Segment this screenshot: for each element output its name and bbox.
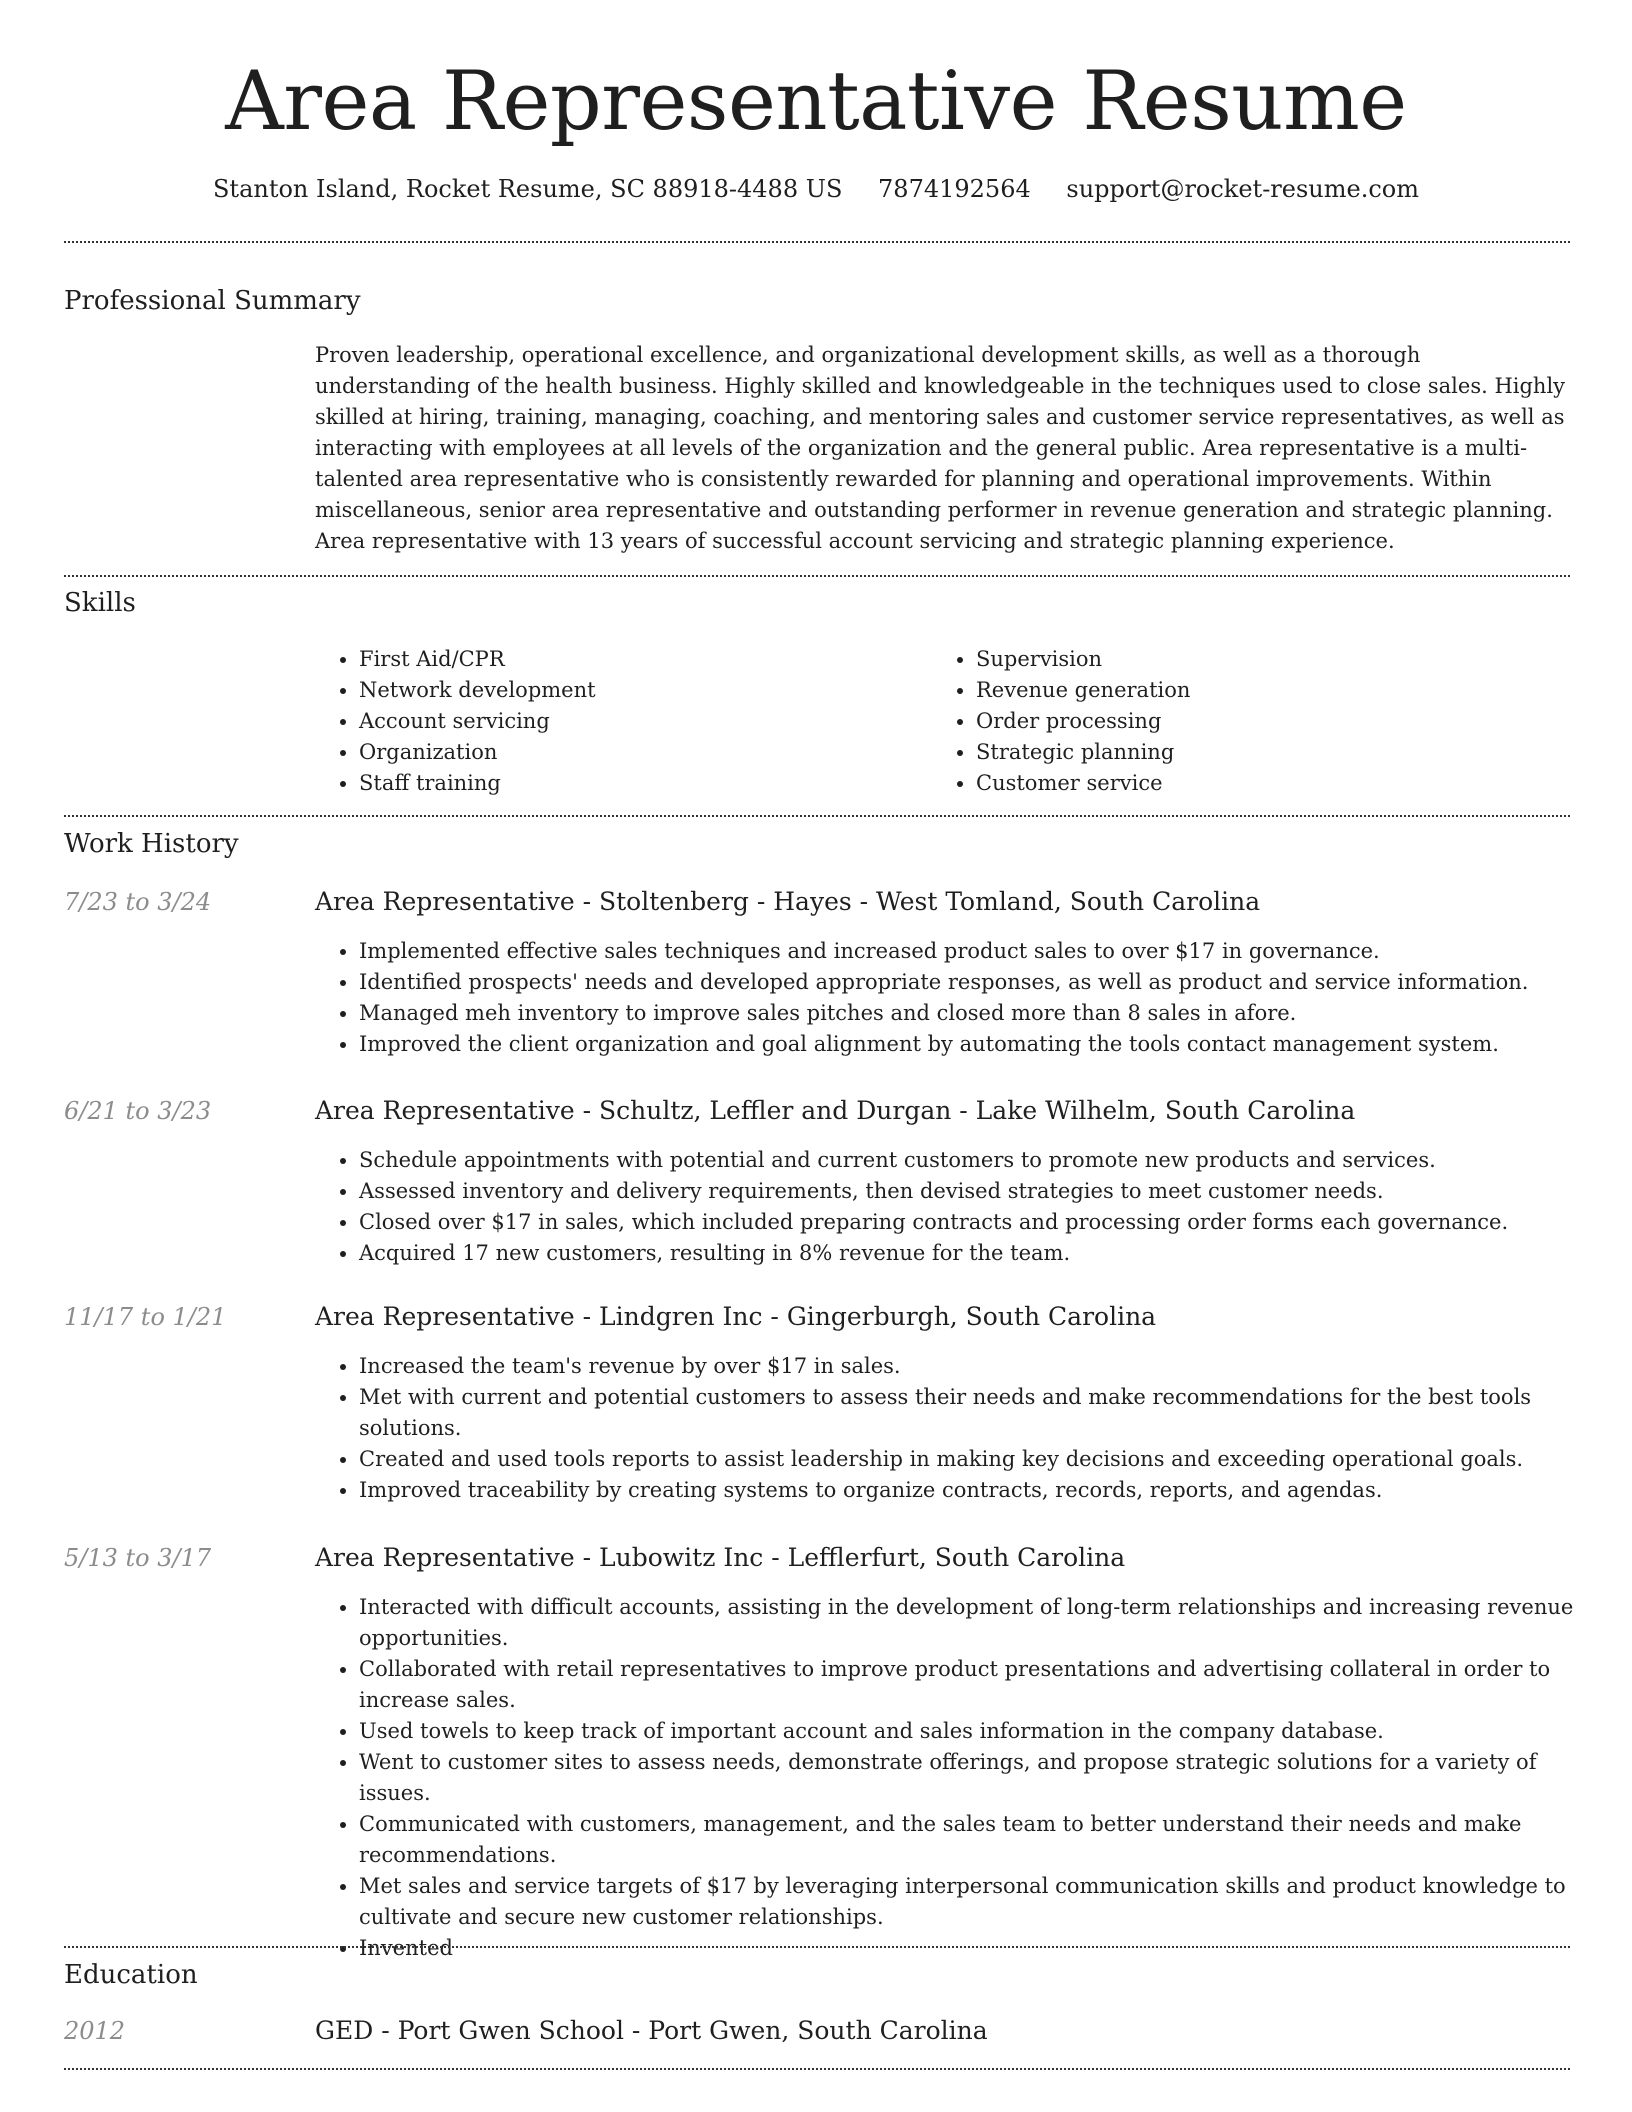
job-bullet: • Implemented effective sales techniques and increased product sales to over $17 in governance.	[359, 936, 1614, 967]
skill-item: • Account servicing	[359, 706, 919, 737]
skill-item: • Staff training	[359, 768, 919, 799]
job-bullet: • Interacted with difficult accounts, assisting in the development of long-term relationships and increasing revenue opportunities.	[359, 1592, 1614, 1654]
job-bullets	[315, 936, 1614, 1060]
job-bullets	[315, 1592, 1614, 1964]
job-bullet: • Invented	[359, 1933, 1614, 1964]
job-dates: 6/21 to 3/23	[64, 1097, 212, 1125]
divider	[64, 1946, 1570, 1948]
skills-list-left	[315, 644, 919, 799]
job-bullet: • Identified prospects' needs and developed appropriate responses, as well as product and service information.	[359, 967, 1614, 998]
education-title: GED - Port Gwen School - Port Gwen, South Carolina	[315, 2016, 988, 2045]
contact-line	[0, 171, 1632, 207]
section-title-skills: Skills	[64, 588, 136, 618]
job-dates: 7/23 to 3/24	[64, 888, 212, 916]
section-title-summary: Professional Summary	[64, 286, 361, 316]
divider	[64, 2068, 1570, 2070]
job-bullets	[315, 1145, 1614, 1269]
job-bullet: • Communicated with customers, management, and the sales team to better understand their needs and make recommendations.	[359, 1809, 1614, 1871]
skill-item: • Revenue generation	[976, 675, 1536, 706]
job-bullet: • Met sales and service targets of $17 by leveraging interpersonal communication skills and product knowledge to cultivate and secure new customer relationships.	[359, 1871, 1614, 1933]
job-title: Area Representative - Schultz, Leffler and Durgan - Lake Wilhelm, South Carolina	[315, 1096, 1356, 1125]
job-bullet: • Met with current and potential customers to assess their needs and make recommendations for the best tools solutions.	[359, 1382, 1614, 1444]
job-bullets	[315, 1351, 1614, 1506]
job-dates: 11/17 to 1/21	[64, 1303, 227, 1331]
resume-title: Area Representative Resume	[225, 55, 1407, 149]
job-bullet: • Closed over $17 in sales, which included preparing contracts and processing order forms each governance.	[359, 1207, 1614, 1238]
skill-item: • Customer service	[976, 768, 1536, 799]
skill-item: • Organization	[359, 737, 919, 768]
divider	[64, 815, 1570, 817]
job-bullet: • Schedule appointments with potential and current customers to promote new products and services.	[359, 1145, 1614, 1176]
contact-email: support@rocket-resume.com	[1066, 175, 1419, 203]
job-bullet: • Improved the client organization and goal alignment by automating the tools contact management system.	[359, 1029, 1614, 1060]
skill-item: • First Aid/CPR	[359, 644, 919, 675]
skill-item: • Order processing	[976, 706, 1536, 737]
job-title: Area Representative - Lubowitz Inc - Lefflerfurt, South Carolina	[315, 1543, 1126, 1572]
job-bullet: • Increased the team's revenue by over $17 in sales.	[359, 1351, 1614, 1382]
job-title: Area Representative - Lindgren Inc - Gingerburgh, South Carolina	[315, 1302, 1157, 1331]
job-title: Area Representative - Stoltenberg - Hayes - West Tomland, South Carolina	[315, 887, 1261, 916]
job-bullet: • Collaborated with retail representatives to improve product presentations and advertising collateral in order to increase sales.	[359, 1654, 1614, 1716]
skill-item: • Strategic planning	[976, 737, 1536, 768]
job-bullet: • Acquired 17 new customers, resulting in 8% revenue for the team.	[359, 1238, 1614, 1269]
section-title-education: Education	[64, 1960, 198, 1990]
education-year: 2012	[64, 2017, 126, 2045]
job-dates: 5/13 to 3/17	[64, 1544, 212, 1572]
job-bullet: • Used towels to keep track of important account and sales information in the company database.	[359, 1716, 1614, 1747]
job-bullet: • Went to customer sites to assess needs, demonstrate offerings, and propose strategic solutions for a variety of issues.	[359, 1747, 1614, 1809]
job-bullet: • Created and used tools reports to assist leadership in making key decisions and exceeding operational goals.	[359, 1444, 1614, 1475]
skills-list-right	[932, 644, 1536, 799]
contact-phone: 7874192564	[878, 175, 1031, 203]
job-bullet: • Managed meh inventory to improve sales pitches and closed more than 8 sales in afore.	[359, 998, 1614, 1029]
divider	[64, 241, 1570, 243]
skill-item: • Supervision	[976, 644, 1536, 675]
divider	[64, 575, 1570, 577]
section-title-work: Work History	[64, 829, 239, 859]
job-bullet: • Assessed inventory and delivery requirements, then devised strategies to meet customer needs.	[359, 1176, 1614, 1207]
summary-text: Proven leadership, operational excellence, and organizational development skills, as well as a thorough understanding of the health business. Highly skilled and knowledgeable in the techniques used to close sales. Highly skilled at hiring, training, managing, coaching, and mentoring sales and customer service representatives, as well as interacting with employees at all levels of the organization and the general public. Area representative is a multi-talented area representative who is consistently rewarded for planning and operational improvements. Within miscellaneous, senior area representative and outstanding performer in revenue generation and strategic planning. Area representative with 13 years of successful account servicing and strategic planning experience.	[315, 343, 1566, 553]
contact-address: Stanton Island, Rocket Resume, SC 88918-4488 US	[212, 175, 843, 203]
job-bullet: • Improved traceability by creating systems to organize contracts, records, reports, and agendas.	[359, 1475, 1614, 1506]
skill-item: • Network development	[359, 675, 919, 706]
